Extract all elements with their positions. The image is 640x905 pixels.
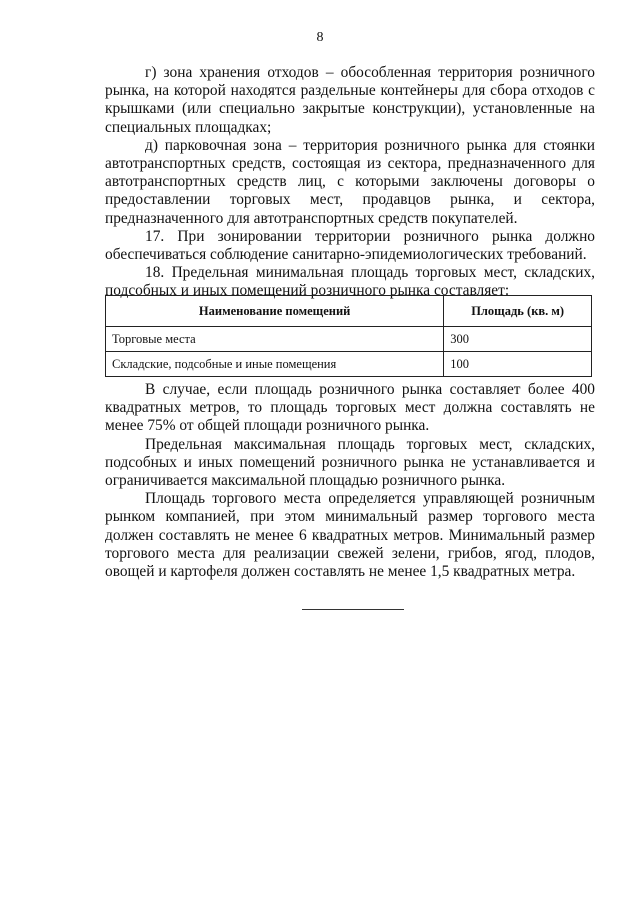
page-number: 8 [316,30,324,45]
paragraph-area-ratio: В случае, если площадь розничного рынка составляет более 400 квадратных метров, то площадь торговых мест должна составлять не менее 75% от общей площади розничного рынка. [105,381,595,435]
table-row [106,352,592,377]
area-table [105,295,592,377]
body-text-top [105,64,595,301]
table-header-name: Наименование помещений [106,296,444,327]
body-text-bottom [105,381,595,581]
table-row [106,327,592,352]
paragraph-stall-size: Площадь торгового места определяется управляющей розничным рынком компанией, при этом минимальный размер торгового места должен составлять не менее 6 квадратных метров. Минимальный размер торгового места для реализации свежей зелени, грибов, ягод, плодов, овощей и картофеля должен составлять не менее 1,5 квадратных метра. [105,490,595,581]
paragraph-parking-zone: д) парковочная зона – территория розничного рынка для стоянки автотранспортных средств, состоящая из сектора, предназначенного для автотранспортных средств лиц, с которыми заключены договоры о предоставлении торговых мест, продавцов рынка, и сектора, предназначенного для автотранспортных средств покупателей. [105,136,595,227]
end-separator-line [302,609,404,610]
paragraph-17: 17. При зонировании территории розничного рынка должно обеспечиваться соблюдение санитарно-эпидемиологических требований. [105,227,595,264]
table-header-row [106,296,592,327]
paragraph-waste-zone: г) зона хранения отходов – обособленная территория розничного рынка, на которой находятся раздельные контейнеры для сбора отходов с крышками (или специально закрытые конструкции), установленные на специальных площадках; [105,64,595,136]
table-cell-name: Торговые места [106,327,444,352]
table-cell-name: Складские, подсобные и иные помещения [106,352,444,377]
table-header-area: Площадь (кв. м) [444,296,592,327]
table-cell-area: 300 [444,327,592,352]
paragraph-max-area: Предельная максимальная площадь торговых мест, складских, подсобных и иных помещений розничного рынка не устанавливается и ограничивается максимальной площадью розничного рынка. [105,435,595,490]
table-cell-area: 100 [444,352,592,377]
paragraph-18: 18. Предельная минимальная площадь торговых мест, складских, подсобных и иных помещений розничного рынка составляет: [105,264,595,300]
